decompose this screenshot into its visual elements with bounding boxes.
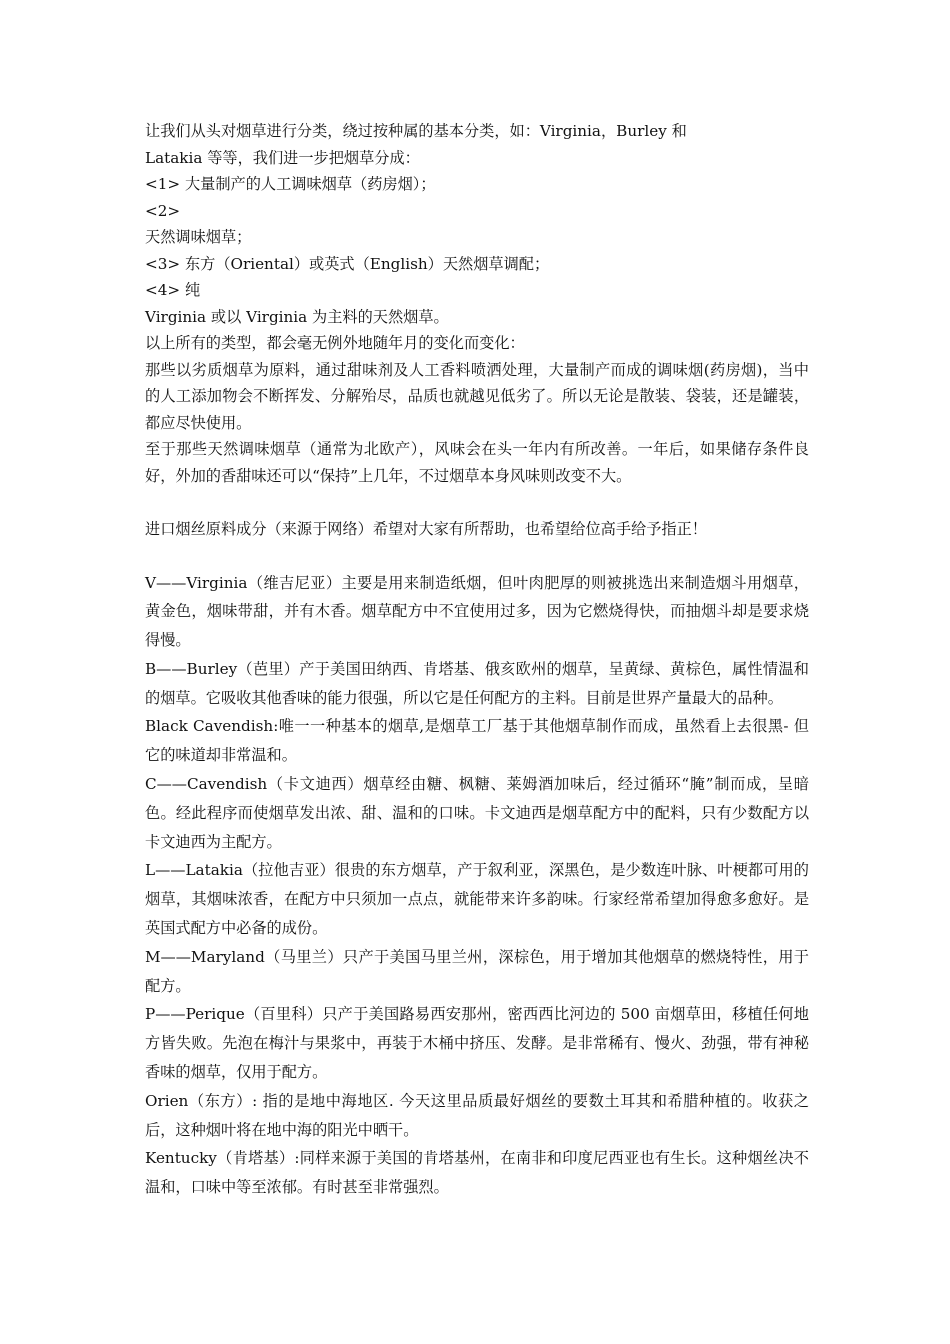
spacer (145, 542, 809, 569)
glossary-entry: Kentucky（肯塔基）:同样来源于美国的肯塔基州，在南非和印度尼西亚也有生长。这种烟丝决不温和，口味中等至浓郁。有时甚至非常强烈。 (145, 1149, 809, 1197)
intro-paragraph: Virginia 或以 Virginia 为主料的天然烟草。 (145, 307, 449, 326)
glossary-entry: M——Maryland（马里兰）只产于美国马里兰州，深棕色，用于增加其他烟草的燃烧特性，用于配方。 (145, 947, 809, 995)
intro-paragraph: <2> (145, 201, 181, 220)
intro-paragraph: 那些以劣质烟草为原料，通过甜味剂及人工香料喷洒处理，大量制产而成的调味烟(药房烟)，当中的人工添加物会不断挥发、分解殆尽，品质也就越见低劣了。所以无论是散装、袋装，还是罐装，都应尽快使用。 (145, 360, 809, 432)
intro-paragraph: 以上所有的类型，都会毫无例外地随年月的变化而变化： (145, 334, 525, 352)
glossary-entry: Black Cavendish:唯一一种基本的烟草,是烟草工厂基于其他烟草制作而成，虽然看上去很黑- 但它的味道却非常温和。 (145, 717, 809, 765)
intro-paragraph: 至于那些天然调味烟草（通常为北欧产），风味会在头一年内有所改善。一年后，如果储存条件良好，外加的香甜味还可以“保持”上几年，不过烟草本身风味则改变不大。 (145, 440, 809, 485)
source-note: 进口烟丝原料成分（来源于网络）希望对大家有所帮助，也希望给位高手给予指正！ (145, 519, 707, 538)
intro-paragraph: 让我们从头对烟草进行分类，绕过按种属的基本分类，如：Virginia，Burley 和 (145, 122, 687, 140)
intro-paragraph: Latakia 等等，我们进一步把烟草分成： (145, 148, 420, 167)
spacer (145, 489, 809, 516)
glossary-entry: L——Latakia（拉他吉亚）很贵的东方烟草，产于叙利亚，深黑色，是少数连叶脉、叶梗都可用的烟草，其烟味浓香，在配方中只须加一点点，就能带来许多韵味。行家经常希望加得愈多愈好。是英国式配方中必备的成份。 (145, 861, 809, 938)
glossary-entry: P——Perique（百里科）只产于美国路易西安那州，密西西比河边的 500 亩烟草田，移植任何地方皆失败。先泡在梅汁与果浆中，再装于木桶中挤压、发酵。是非常稀有、慢火、劲强，带有神秘香味的烟草，仅用于配方。 (145, 1005, 809, 1082)
tobacco-glossary (145, 569, 809, 1203)
intro-section (145, 118, 809, 489)
glossary-entry: B——Burley（芭里）产于美国田纳西、肯塔基、俄亥欧州的烟草，呈黄绿、黄棕色，属性情温和的烟草。它吸收其他香味的能力很强，所以它是任何配方的主料。目前是世界产量最大的品种。 (145, 659, 809, 707)
intro-paragraph: 天然调味烟草； (145, 228, 252, 246)
intro-paragraph: <1> 大量制产的人工调味烟草（药房烟）； (145, 175, 436, 193)
glossary-entry: V——Virginia（维吉尼亚）主要是用来制造纸烟，但叶肉肥厚的则被挑选出来制造烟斗用烟草，黄金色，烟味带甜，并有木香。烟草配方中不宜使用过多，因为它燃烧得快，而抽烟斗却是要求烧得慢。 (145, 573, 809, 650)
document-page (145, 118, 809, 1202)
intro-paragraph: <3> 东方（Oriental）或英式（English）天然烟草调配； (145, 254, 550, 273)
glossary-entry: Orien（东方）: 指的是地中海地区. 今天这里品质最好烟丝的要数土耳其和希腊种植的。收获之后，这种烟叶将在地中海的阳光中晒干。 (145, 1091, 809, 1139)
glossary-entry: C——Cavendish（卡文迪西）烟草经由糖、枫糖、莱姆酒加味后，经过循环“腌”制而成，呈暗色。经此程序而使烟草发出浓、甜、温和的口味。卡文迪西是烟草配方中的配料，只有少数配方以卡文迪西为主配方。 (145, 775, 809, 851)
intro-paragraph: <4> 纯 (145, 281, 201, 299)
